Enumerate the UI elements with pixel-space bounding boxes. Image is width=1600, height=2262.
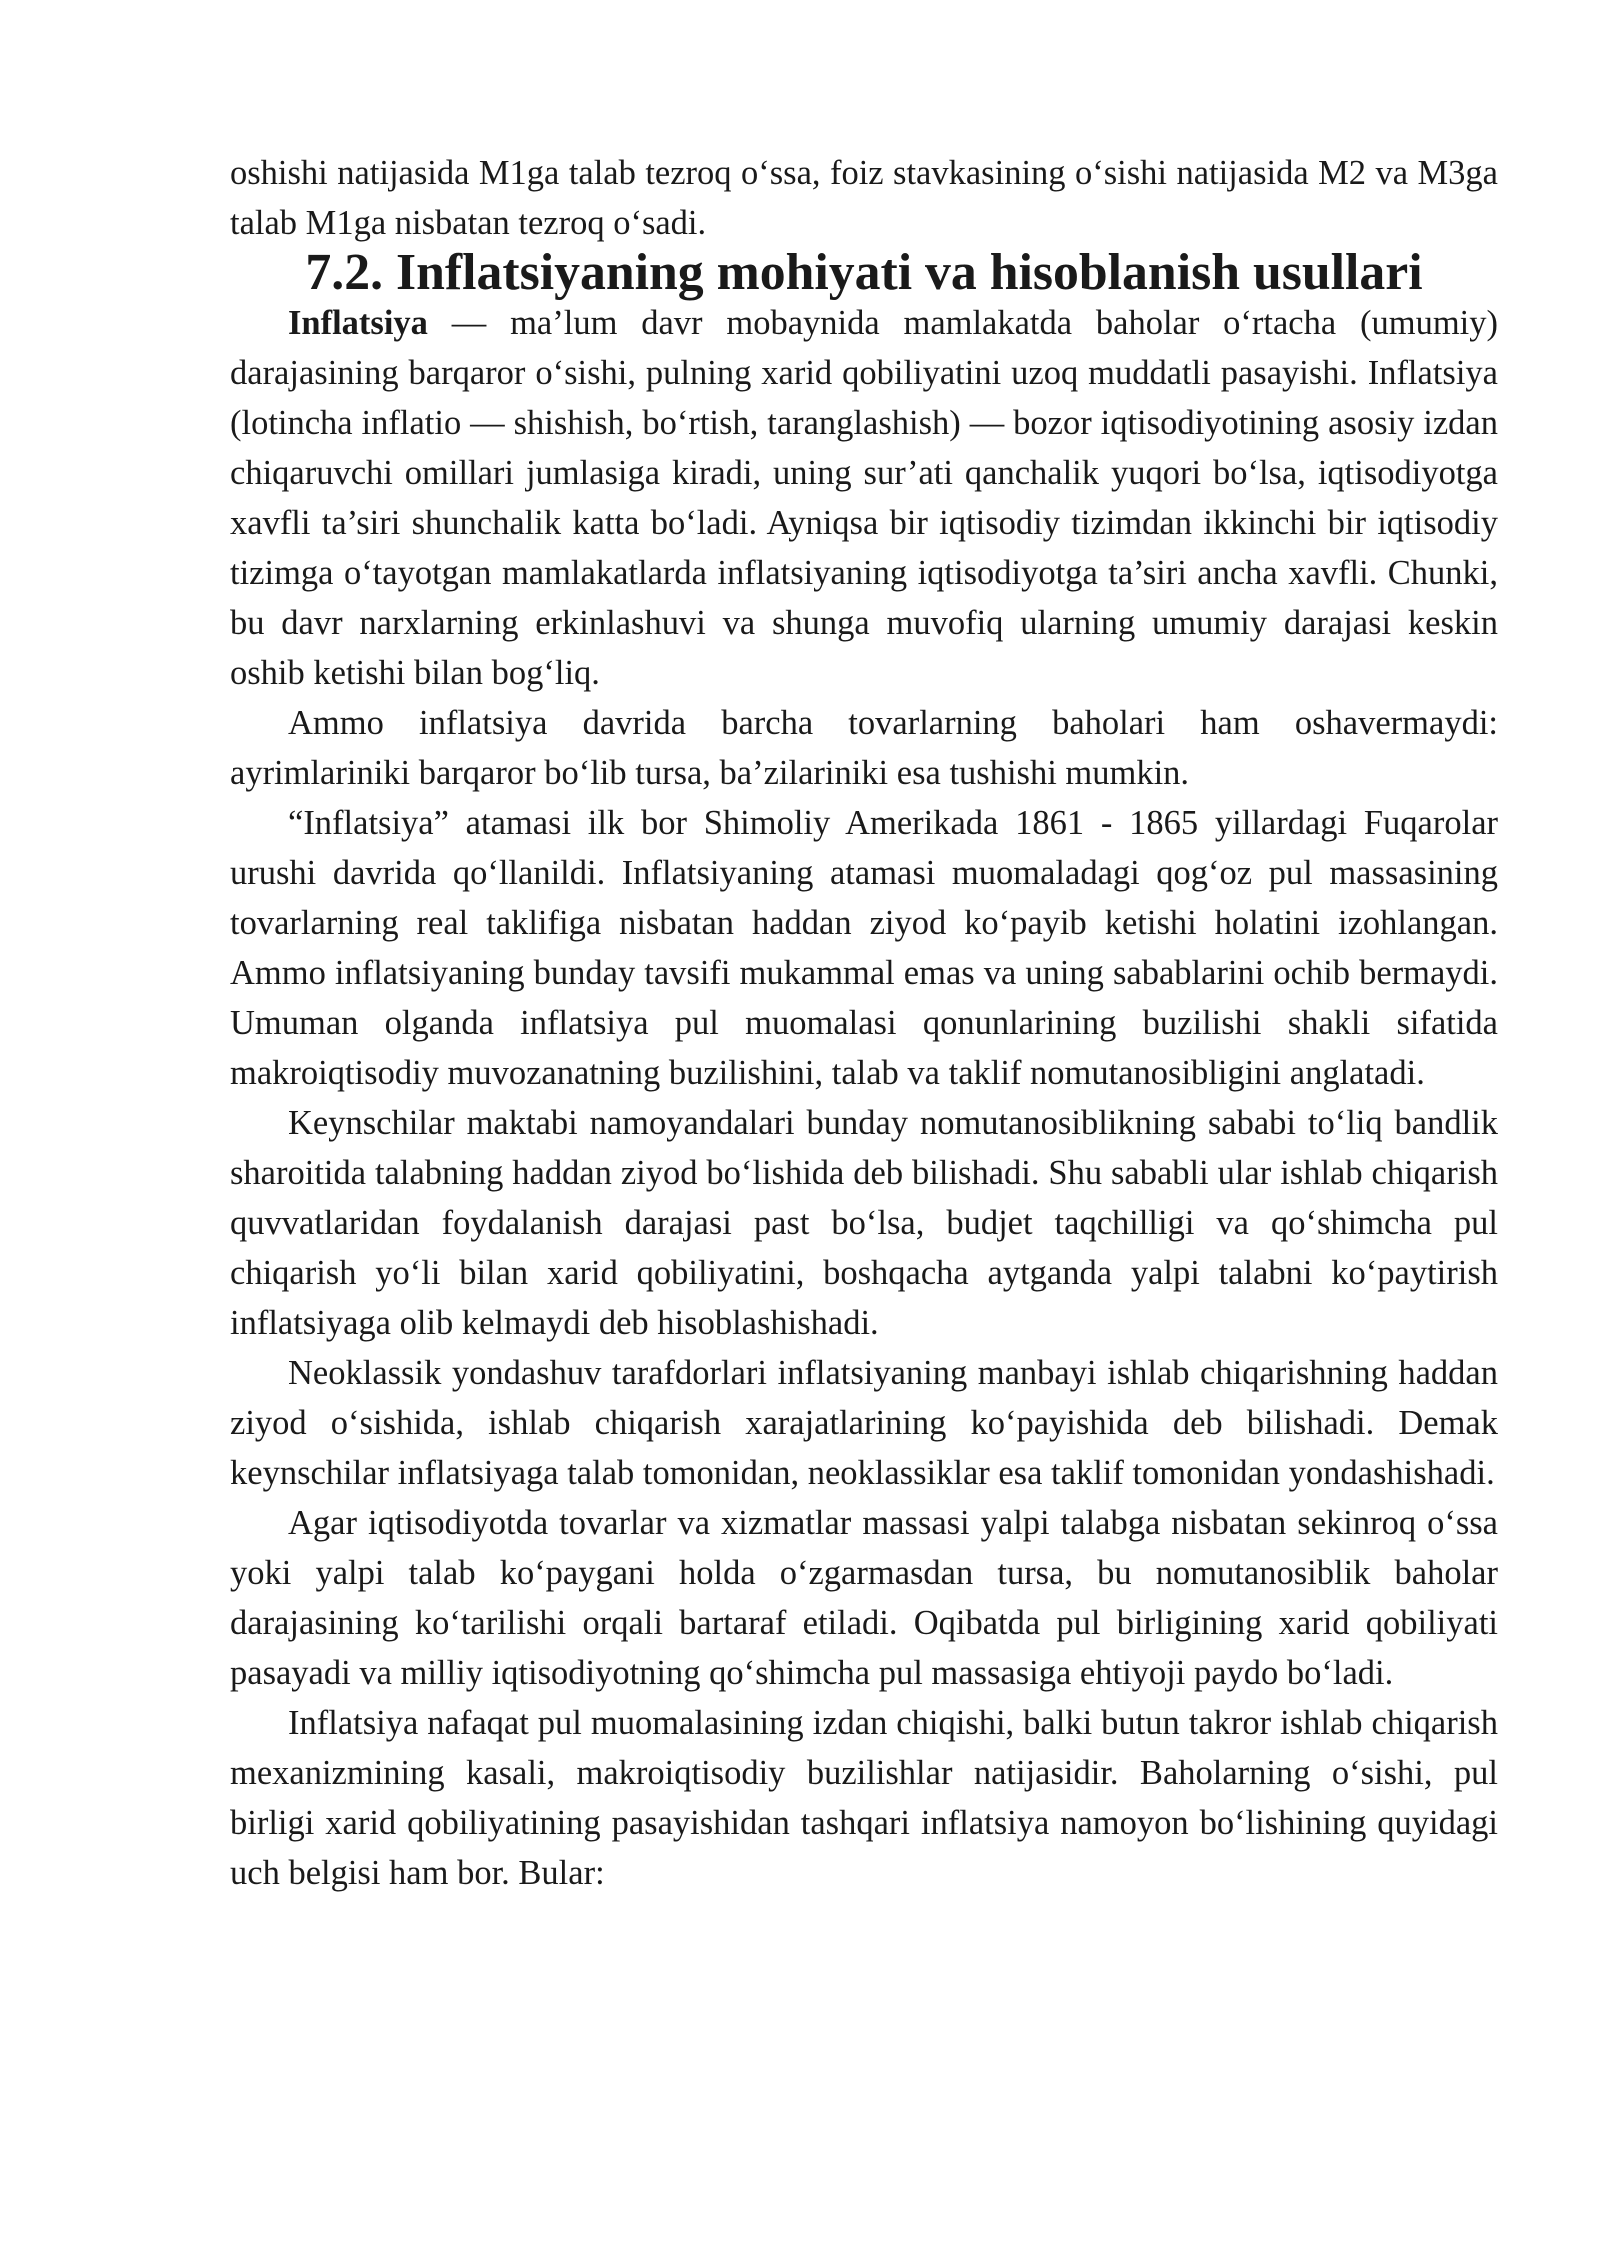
- body-paragraph-2: “Inflatsiya” atamasi ilk bor Shimoliy Amerikada 1861 - 1865 yillardagi Fuqarolar urushi davrida qo‘llanildi. Inflatsiyaning atamasi muomaladagi qog‘oz pul massasining tovarlarning real taklifiga nisbatan haddan ziyod ko‘payib ketishi holatini izohlangan. Ammo inflatsiyaning bunday tavsifi mukammal emas va uning sabablarini ochib bermaydi. Umuman olganda inflatsiya pul muomalasi qonunlarining buzilishi shakli sifatida makroiqtisodiy muvozanatning buzilishini, talab va taklif nomutanosibligini anglatadi.: [230, 804, 1498, 1092]
- definition-text: — ma’lum davr mobaynida mamlakatda baholar o‘rtacha (umumiy) darajasining barqaror o‘sishi, pulning xarid qobiliyatini uzoq muddatli pasayishi. Inflatsiya (lotincha inflatio — shishish, bo‘rtish, taranglashish) — bozor iqtisodiyotining asosiy izdan chiqaruvchi omillari jumlasiga kiradi, uning sur’ati qanchalik yuqori bo‘lsa, iqtisodiyotga xavfli ta’siri shunchalik katta bo‘ladi. Ayniqsa bir iqtisodiy tizimdan ikkinchi bir iqtisodiy tizimga o‘tayotgan mamlakatlarda inflatsiyaning iqtisodiyotga ta’siri ancha xavfli. Chunki, bu davr narxlarning erkinlashuvi va shunga muvofiq ularning umumiy darajasi keskin oshib ketishi bilan bog‘liq.: [230, 304, 1498, 692]
- section-heading: 7.2. Inflatsiyaning mohiyati va hisoblanish usullari: [305, 244, 1423, 301]
- body-paragraph-5: Agar iqtisodiyotda tovarlar va xizmatlar massasi yalpi talabga nisbatan sekinroq o‘ssa yoki yalpi talab ko‘paygani holda o‘zgarmasdan tursa, bu nomutanosiblik baholar darajasining ko‘tarilishi orqali bartaraf etiladi. Oqibatda pul birligining xarid qobiliyati pasayadi va milliy iqtisodiyotning qo‘shimcha pul massasiga ehtiyoji paydo bo‘ladi.: [230, 1504, 1498, 1692]
- definition-term: Inflatsiya: [288, 304, 428, 342]
- body-paragraph-6: Inflatsiya nafaqat pul muomalasining izdan chiqishi, balki butun takror ishlab chiqarish mexanizmining kasali, makroiqtisodiy buzilishlar natijasidir. Baholarning o‘sishi, pul birligi xarid qobiliyatining pasayishidan tashqari inflatsiya namoyon bo‘lishining quyidagi uch belgisi ham bor. Bular:: [230, 1704, 1498, 1892]
- body-paragraph-4: Neoklassik yondashuv tarafdorlari inflatsiyaning manbayi ishlab chiqarishning haddan ziyod o‘sishida, ishlab chiqarish xarajatlarining ko‘payishida deb bilishadi. Demak keynschilar inflatsiyaga talab tomonidan, neoklassiklar esa taklif tomonidan yondashishadi.: [230, 1354, 1498, 1492]
- definition-paragraph: [230, 298, 1498, 698]
- document-page: [230, 148, 1498, 1898]
- body-paragraph-1: Ammo inflatsiya davrida barcha tovarlarning baholari ham oshavermaydi: ayrimlariniki barqaror bo‘lib tursa, ba’zilariniki esa tushishi mumkin.: [230, 704, 1498, 792]
- body-paragraph-3: Keynschilar maktabi namoyandalari bunday nomutanosiblikning sababi to‘liq bandlik sharoitida talabning haddan ziyod bo‘lishida deb bilishadi. Shu sababli ular ishlab chiqarish quvvatlaridan foydalanish darajasi past bo‘lsa, budjet taqchilligi va qo‘shimcha pul chiqarish yo‘li bilan xarid qobiliyatini, boshqacha aytganda yalpi talabni ko‘paytirish inflatsiyaga olib kelmaydi deb hisoblashishadi.: [230, 1104, 1498, 1342]
- continuation-paragraph: oshishi natijasida M1ga talab tezroq o‘ssa, foiz stavkasining o‘sishi natijasida M2 va M3ga talab M1ga nisbatan tezroq o‘sadi.: [230, 154, 1498, 242]
